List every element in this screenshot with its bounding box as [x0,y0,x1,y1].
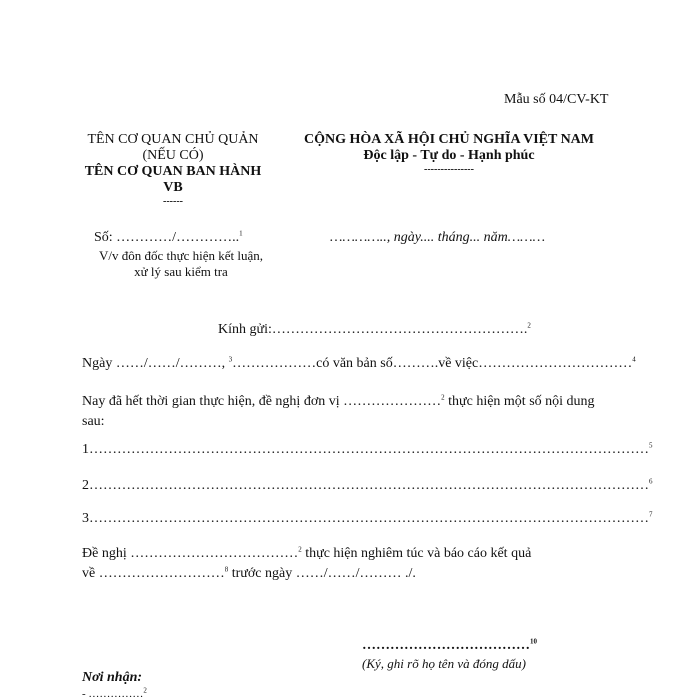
issuing-agency-name: TÊN CƠ QUAN BAN HÀNH [84,164,262,179]
country-name: CỘNG HÒA XÃ HỘI CHỦ NGHĨA VIỆT NAM [303,132,594,147]
receivers-first [82,688,147,700]
subject [70,248,292,280]
request-report-target: về ……………………… [82,566,225,581]
request-text-cont: thực hiện nghiêm túc và báo cáo kết quả [305,546,532,561]
paragraph-2-line-2: sau: [82,414,105,429]
content-item [82,478,653,494]
document-number [94,230,243,246]
content-item [82,442,653,458]
footnote-ref: 8 [224,565,229,574]
date-line: ………….., ngày.... tháng... năm……… [330,230,546,245]
request-text: Đề nghị ……………………………… [82,546,299,561]
subject-line-1: V/v đôn đốc thực hiện kết luận, [98,248,264,263]
motto: Độc lập - Tự do - Hạnh phúc [363,148,535,163]
national-header [280,132,618,176]
issuing-agency-name-cont: VB [163,180,183,195]
footnote-ref: 1 [239,229,243,238]
signature-line: ……………………………… [362,638,530,653]
recipient-line [218,322,531,338]
footnote-ref: 6 [649,477,653,486]
content-item [82,511,653,527]
paragraph-2-text: Nay đã hết thời gian thực hiện, đề nghị đơn vị ………………… [82,394,442,409]
content-item-text: 1………………………………………………………………………………………………………… [82,442,649,457]
footnote-ref: 7 [649,510,653,519]
request-line-2 [82,566,416,582]
content-item-text: 3………………………………………………………………………………………………………… [82,511,649,526]
parent-agency-name: TÊN CƠ QUAN CHỦ QUẢN [87,132,259,147]
footnote-ref: 5 [649,441,653,450]
paragraph-2-text-cont: thực hiện một số nội dung [448,394,595,409]
receivers-title: Nơi nhận: [82,670,143,685]
receivers-first-text: - …………… [82,688,144,700]
form-code: Mẫu số 04/CV-KT [504,92,609,107]
content-item-text: 2………………………………………………………………………………………………………… [82,478,649,493]
footnote-ref: 2 [298,545,302,554]
footnote-ref: 2 [441,393,445,402]
paragraph-2 [82,394,595,410]
document-number-text: Số: …………/………….. [94,230,240,245]
signature-dots [362,638,537,654]
paragraph-1 [82,356,636,372]
subject-line-2: xử lý sau kiểm tra [134,264,228,279]
paragraph-1-date: Ngày ……/……/………, [82,356,226,371]
left-divider: ------ [163,196,183,207]
request-line-1 [82,546,531,562]
footnote-ref: 2 [527,321,531,330]
footnote-ref: 4 [632,355,636,364]
agency-header [70,132,276,208]
footnote-ref: 2 [143,686,147,695]
recipient-text: Kính gửi:………………………………………………. [218,322,528,337]
footnote-ref: 10 [530,637,537,646]
request-deadline: trước ngày ……/……/……… ./. [231,566,416,581]
footnote-ref: 3 [228,355,233,364]
paragraph-1-doc: ………………có văn bản số……….về việc…………………………… [232,356,633,371]
right-divider: --------------- [424,164,474,175]
parent-agency-note: (NẾU CÓ) [142,148,204,163]
signature-caption: (Ký, ghi rõ họ tên và đóng dấu) [362,656,526,671]
